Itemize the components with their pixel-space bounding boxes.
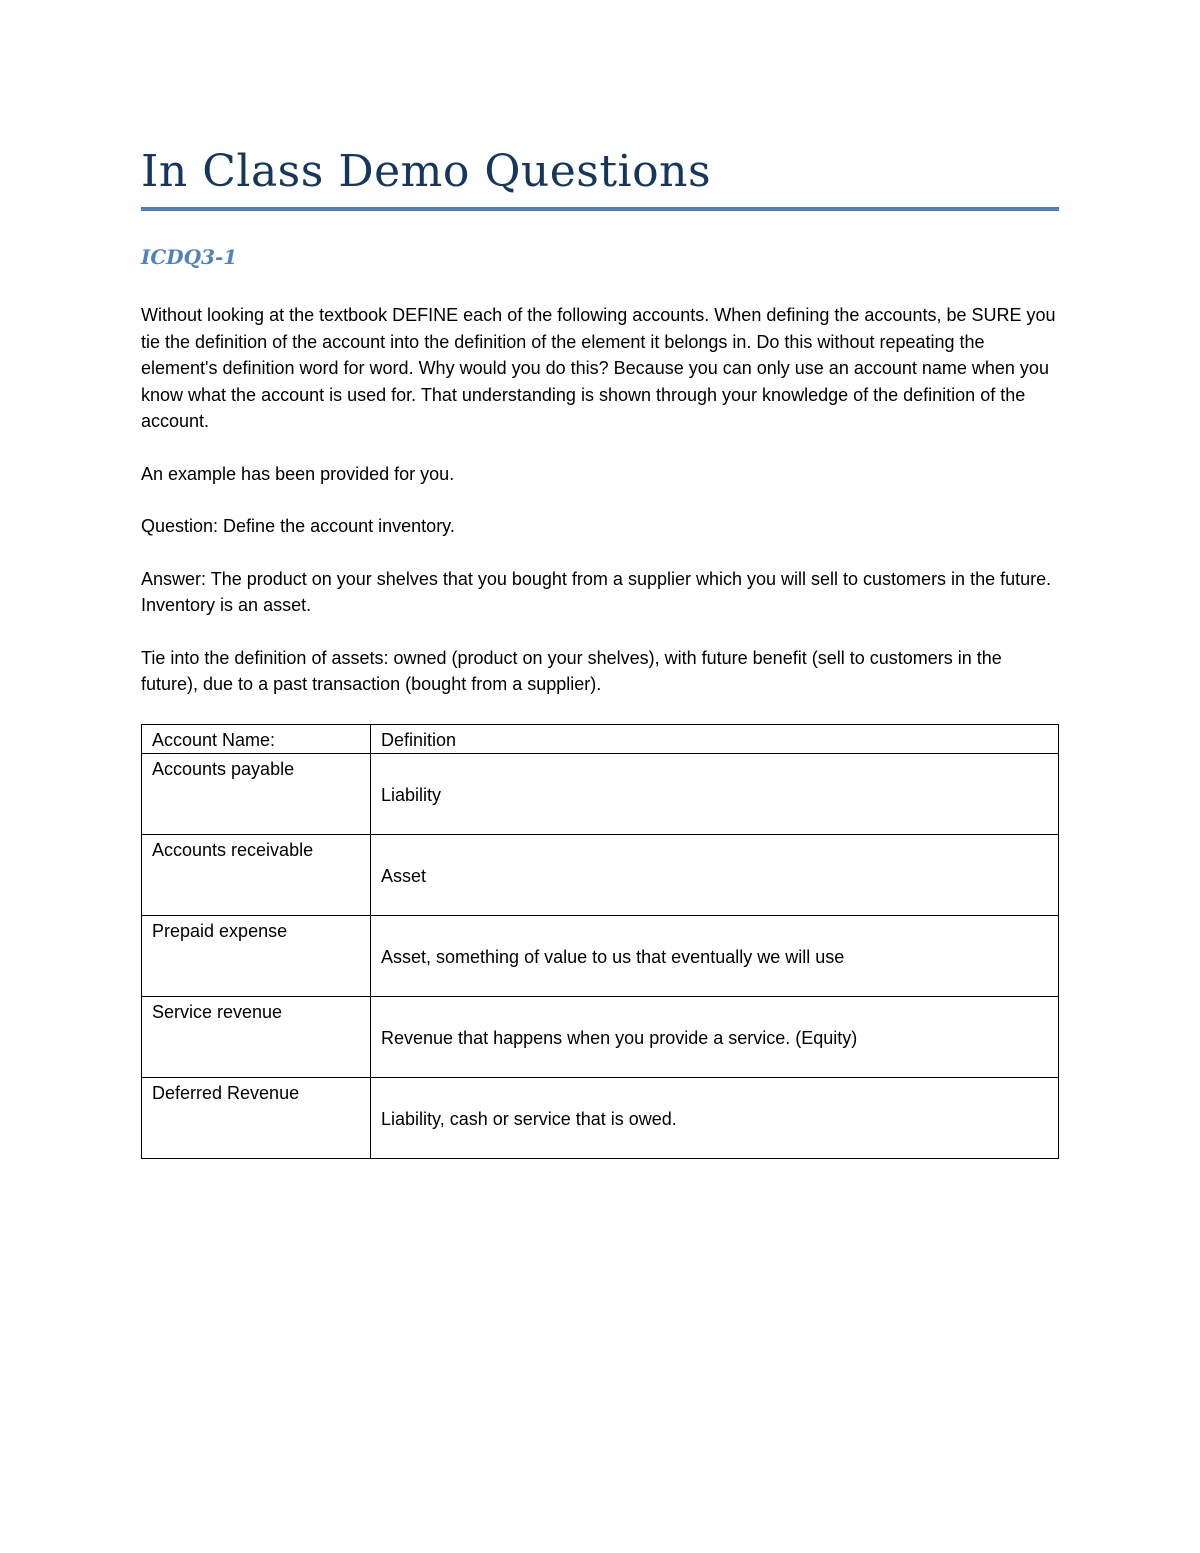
definition-text: Liability	[381, 784, 442, 805]
table-row	[142, 834, 1059, 915]
definition-text: Asset	[381, 865, 427, 886]
definition-cell	[371, 753, 1059, 834]
header-account-name: Account Name:	[142, 724, 371, 753]
definition-cell	[371, 834, 1059, 915]
example-note: An example has been provided for you.	[141, 463, 455, 484]
definition-text: Revenue that happens when you provide a service. (Equity)	[381, 1027, 858, 1048]
question-id-heading: ICDQ3-1	[141, 245, 238, 269]
table-row	[142, 753, 1059, 834]
tie-in-paragraph: Tie into the definition of assets: owned (product on your shelves), with future benefit (sell to customers in the future), due to a past transaction (bought from a supplier).	[141, 647, 1002, 694]
example-question: Question: Define the account inventory.	[141, 516, 455, 536]
account-name-cell: Deferred Revenue	[142, 1077, 371, 1158]
table-row	[142, 915, 1059, 996]
account-name-cell: Service revenue	[142, 996, 371, 1077]
definition-cell	[371, 996, 1059, 1077]
instructions-paragraph: Without looking at the textbook DEFINE each of the following accounts. When defining the accounts, be SURE you tie the definition of the account into the definition of the element it belongs in. Do this without repeating the element's definition word for word. Why would you do this? Because you can only use an account name when you know what the account is used for. That understanding is shown through your knowledge of the definition of the account.	[141, 305, 1056, 431]
definition-text: Liability, cash or service that is owed.	[381, 1108, 677, 1129]
account-name-cell: Prepaid expense	[142, 915, 371, 996]
table-row	[142, 996, 1059, 1077]
definition-cell	[371, 1077, 1059, 1158]
accounts-table	[141, 724, 1059, 1159]
title-underline	[141, 207, 1059, 211]
table-header-row	[142, 724, 1059, 753]
header-definition: Definition	[371, 724, 1059, 753]
account-name-cell: Accounts payable	[142, 753, 371, 834]
definition-text: Asset, something of value to us that eventually we will use	[381, 946, 845, 967]
document-page	[141, 140, 1059, 1159]
page-title: In Class Demo Questions	[141, 146, 712, 197]
account-name-cell: Accounts receivable	[142, 834, 371, 915]
example-answer: Answer: The product on your shelves that you bought from a supplier which you will sell to customers in the future. Inventory is an asset.	[141, 568, 1052, 615]
table-row	[142, 1077, 1059, 1158]
definition-cell	[371, 915, 1059, 996]
